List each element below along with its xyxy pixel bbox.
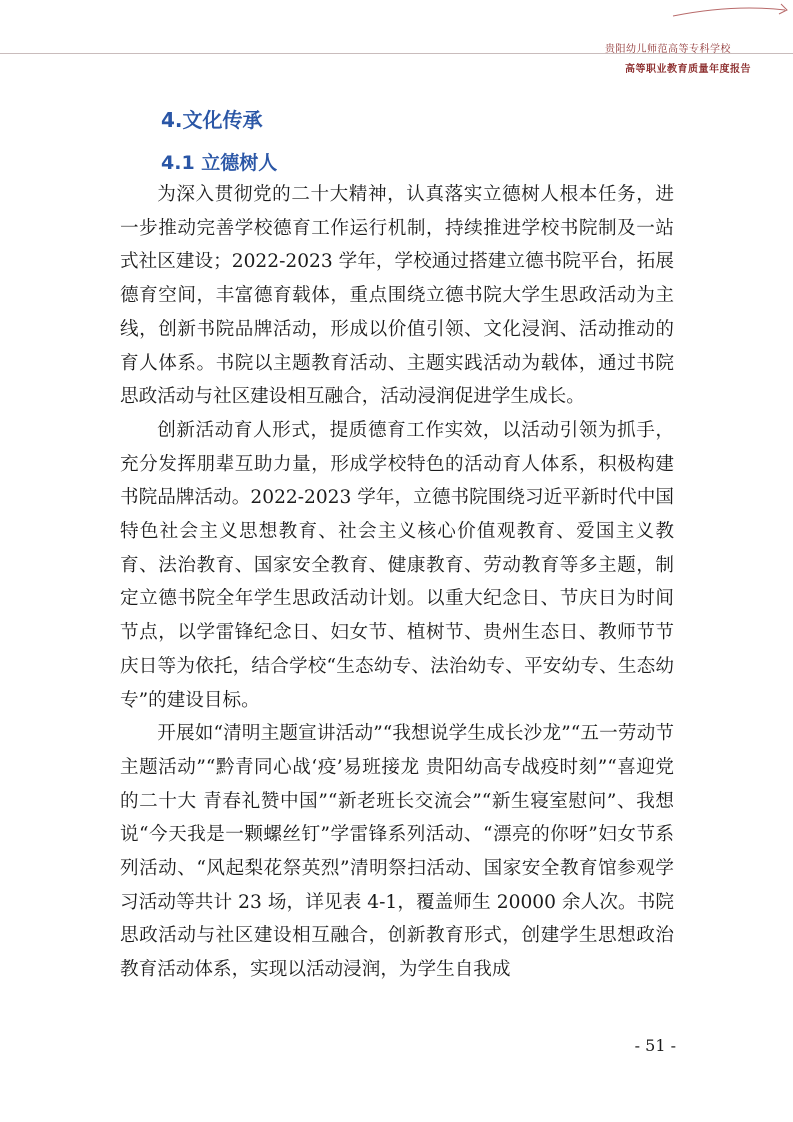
header-report-title: 高等职业教育质量年度报告: [625, 64, 751, 75]
paragraph-1: 为深入贯彻党的二十大精神，认真落实立德树人根本任务，进一步推动完善学校德育工作运行机制，持续推进学校书院制及一站式社区建设；2022-2023 学年，学校通过搭建立德书院平台，拓展德育空间，丰富德育载体，重点围绕立德书院大学生思政活动为主线，创新书院品牌活动，形成以价值引领、文化浸润、活动推动的育人体系。书院以主题教育活动、主题实践活动为载体，通过书院思政活动与社区建设相互融合，活动浸润促进学生成长。: [120, 184, 674, 408]
section-title: 4.文化传承: [161, 108, 263, 132]
header-swoosh-decoration: [663, 0, 793, 40]
body-text: [120, 178, 674, 987]
header-school-name: 贵阳幼儿师范高等专科学校: [605, 44, 731, 55]
paragraph-2: 创新活动育人形式，提质德育工作实效，以活动引领为抓手，充分发挥朋辈互助力量，形成学校特色的活动育人体系，积极构建书院品牌活动。2022-2023 学年，立德书院围绕习近平新时代中国特色社会主义思想教育、社会主义核心价值观教育、爱国主义教育、法治教育、国家安全教育、健康教育、劳动教育等多主题，制定立德书院全年学生思政活动计划。以重大纪念日、节庆日为时间节点，以学雷锋纪念日、妇女节、植树节、贵州生态日、教师节节庆日等为依托，结合学校“生态幼专、法治幼专、平安幼专、生态幼专”的建设目标。: [120, 419, 674, 711]
subsection-title: 4.1 立德树人: [161, 152, 278, 174]
page-number: - 51 -: [634, 1036, 676, 1055]
paragraph-3: 开展如“清明主题宣讲活动”“我想说学生成长沙龙”“五一劳动节主题活动”“黔青同心战‘疫’易班接龙 贵阳幼高专战疫时刻”“喜迎党的二十大 青春礼赞中国”“新老班长交流会”“新生寝室慰问”、我想说“今天我是一颗螺丝钉”学雷锋系列活动、“漂亮的你呀”妇女节系列活动、“风起梨花祭英烈”清明祭扫活动、国家安全教育馆参观学习活动等共计 23 场，详见表 4-1，覆盖师生 20000 余人次。书院思政活动与社区建设相互融合，创新教育形式，创建学生思想政治教育活动体系，实现以活动浸润，为学生自我成: [120, 723, 674, 981]
